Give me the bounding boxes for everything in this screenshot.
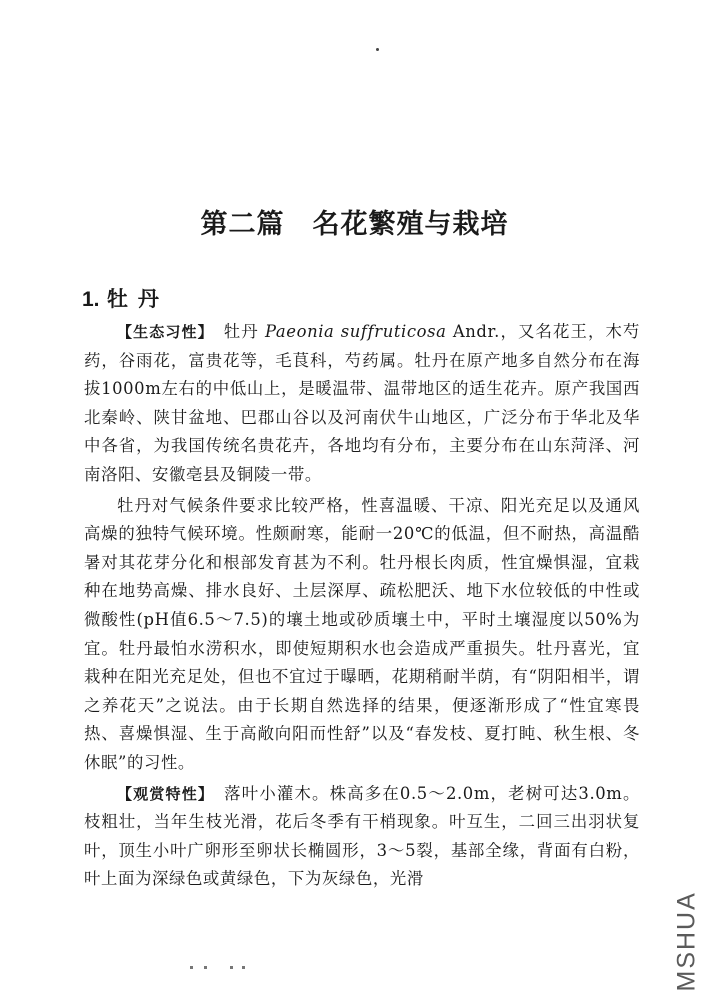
watermark — [672, 870, 702, 990]
paragraph-ornamental — [84, 780, 640, 894]
section-heading — [82, 283, 169, 313]
page-dot-mark — [376, 48, 379, 51]
section-number: 1. — [82, 288, 100, 311]
paragraph-ecology — [84, 318, 640, 490]
watermark-text: MSHUA — [672, 891, 701, 992]
footer-marks — [190, 966, 250, 972]
ecology-text: Andr.，又名花王，木芍药，谷雨花，富贵花等，毛茛科，芍药属。牡丹在原产地多自然分布在海拔1000m左右的中低山上，是暖温带、温带地区的适生花卉。原产我国西北秦岭、陕甘盆地、巴郡山谷以及河南伏牛山地区，广泛分布于华北及华中各省，为我国传统名贵花卉，各地均有分布，主要分布在山东菏泽、河南洛阳、安徽亳县及铜陵一带。 — [84, 322, 640, 484]
ecology-intro: 牡丹 — [206, 322, 259, 341]
ornamental-text: 落叶小灌木。株高多在0.5～2.0m，老树可达3.0m。枝粗壮，当年生枝光滑，花后冬季有干梢现象。叶互生，二回三出羽状复叶，顶生小叶广卵形至卵状长椭圆形，3～5裂，基部全缘，背面有白粉，叶上面为深绿色或黄绿色，下为灰绿色，光滑 — [84, 783, 640, 889]
ornamental-tag: 【观赏特性】 — [117, 784, 207, 803]
paragraph-climate: 牡丹对气候条件要求比较严格，性喜温暖、干凉、阳光充足以及通风高燥的独特气候环境。性颇耐寒，能耐一20℃的低温，但不耐热，高温酷暑对其花芽分化和根部发育甚为不利。牡丹根长肉质，性宜燥惧湿，宜栽种在地势高燥、排水良好、土层深厚、疏松肥沃、地下水位较低的中性或微酸性(pH值6.5～7.5)的壤土地或砂质壤土中，平时土壤湿度以50%为宜。牡丹最怕水涝积水，即使短期积水也会造成严重损失。牡丹喜光，宜栽种在阳光充足处，但也不宜过于曝晒，花期稍耐半荫，有“阴阳相半，谓之养花天”之说法。由于长期自然选择的结果，便逐渐形成了“性宜寒畏热、喜燥惧湿、生于高敞向阳而性舒”以及“春发枝、夏打盹、秋生根、冬休眠”的习性。 — [84, 495, 640, 772]
body-text — [84, 318, 640, 896]
latin-name: Paeonia suffruticosa — [265, 322, 447, 341]
section-name: 牡丹 — [106, 286, 169, 311]
part-title: 第二篇 名花繁殖与栽培 — [200, 209, 509, 241]
ecology-tag: 【生态习性】 — [117, 323, 207, 341]
